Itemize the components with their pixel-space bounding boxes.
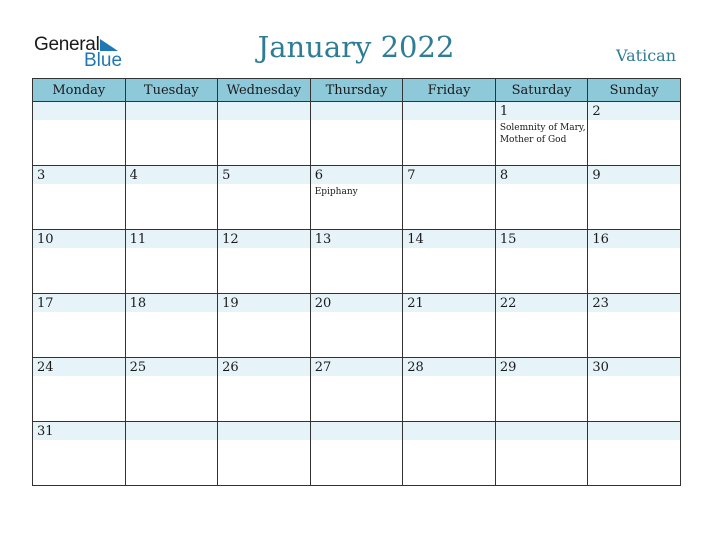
day-cell [588,422,681,486]
day-cell [33,358,126,422]
weekday-header: Friday [403,79,496,102]
holiday-label: Epiphany [314,187,358,197]
day-number: 8 [499,168,509,183]
day-number [403,422,495,440]
day-cell [218,102,311,166]
day-number: 11 [129,232,147,247]
day-cell [310,358,403,422]
day-cell [495,294,588,358]
logo-blue-text: Blue [84,50,123,71]
logo-general-text: General [34,34,100,55]
day-cell [310,294,403,358]
day-number: 26 [222,360,239,375]
day-number: 18 [129,296,147,311]
day-cell [125,422,218,486]
day-number: 23 [592,296,609,311]
day-number [311,102,403,120]
weekday-header: Thursday [310,79,403,102]
day-number: 17 [37,296,54,311]
day-number: 10 [37,232,54,247]
weekday-header: Sunday [588,79,681,102]
day-number: 1 [499,104,509,119]
day-number [218,422,310,440]
day-cell [218,294,311,358]
day-cell [403,166,496,230]
day-number [33,102,125,120]
week-row [33,422,681,486]
day-cell [33,230,126,294]
day-number: 2 [592,104,601,119]
weekday-header: Monday [33,79,126,102]
day-number: 22 [499,296,517,311]
day-cell [588,230,681,294]
day-cell [125,294,218,358]
day-number: 20 [314,296,332,311]
day-number: 14 [407,232,424,247]
day-number [126,102,218,120]
week-row [33,166,681,230]
day-cell [218,230,311,294]
day-cell [403,422,496,486]
day-cell [495,230,588,294]
day-number: 15 [499,232,517,247]
day-cell [310,422,403,486]
day-cell [495,102,588,166]
day-number: 7 [407,168,416,183]
week-row [33,294,681,358]
day-number: 21 [407,296,424,311]
day-cell [403,230,496,294]
day-cell [125,166,218,230]
day-cell [588,102,681,166]
country-name: Vatican [616,46,676,65]
day-cell [403,102,496,166]
day-number: 9 [592,168,601,183]
day-number [588,422,680,440]
weekday-header: Saturday [495,79,588,102]
day-cell [403,358,496,422]
week-row [33,102,681,166]
day-number: 30 [592,360,609,375]
day-cell [33,294,126,358]
day-number: 3 [37,168,46,183]
day-number: 28 [407,360,424,375]
day-number: 24 [37,360,54,375]
day-cell [218,422,311,486]
weekday-header: Tuesday [125,79,218,102]
generalblue-logo [34,34,134,70]
day-number: 13 [314,232,332,247]
day-number: 29 [499,360,517,375]
day-number: 6 [314,168,323,183]
day-cell [310,166,403,230]
day-cell [495,358,588,422]
day-cell [310,230,403,294]
day-number: 19 [222,296,239,311]
day-cell [403,294,496,358]
day-number [126,422,218,440]
day-cell [218,166,311,230]
calendar-grid [32,78,681,486]
weekday-header-row [33,79,681,102]
weekday-header: Wednesday [218,79,311,102]
day-cell [218,358,311,422]
week-row [33,358,681,422]
day-cell [33,422,126,486]
day-cell [495,422,588,486]
day-cell [588,358,681,422]
day-cell [125,102,218,166]
day-number [311,422,403,440]
calendar-title: January 2022 [257,30,455,64]
day-cell [310,102,403,166]
day-cell [125,358,218,422]
day-cell [495,166,588,230]
holiday-label: Solemnity of Mary, Mother of God [499,123,586,145]
day-number: 27 [314,360,332,375]
day-number [403,102,495,120]
day-cell [588,294,681,358]
week-row [33,230,681,294]
day-number: 12 [222,232,239,247]
day-number: 4 [129,168,138,183]
day-number [218,102,310,120]
day-number: 31 [37,424,54,439]
day-cell [125,230,218,294]
day-number: 16 [592,232,609,247]
day-number: 25 [129,360,147,375]
day-cell [33,102,126,166]
day-number: 5 [222,168,231,183]
day-cell [588,166,681,230]
day-number [496,422,588,440]
day-cell [33,166,126,230]
